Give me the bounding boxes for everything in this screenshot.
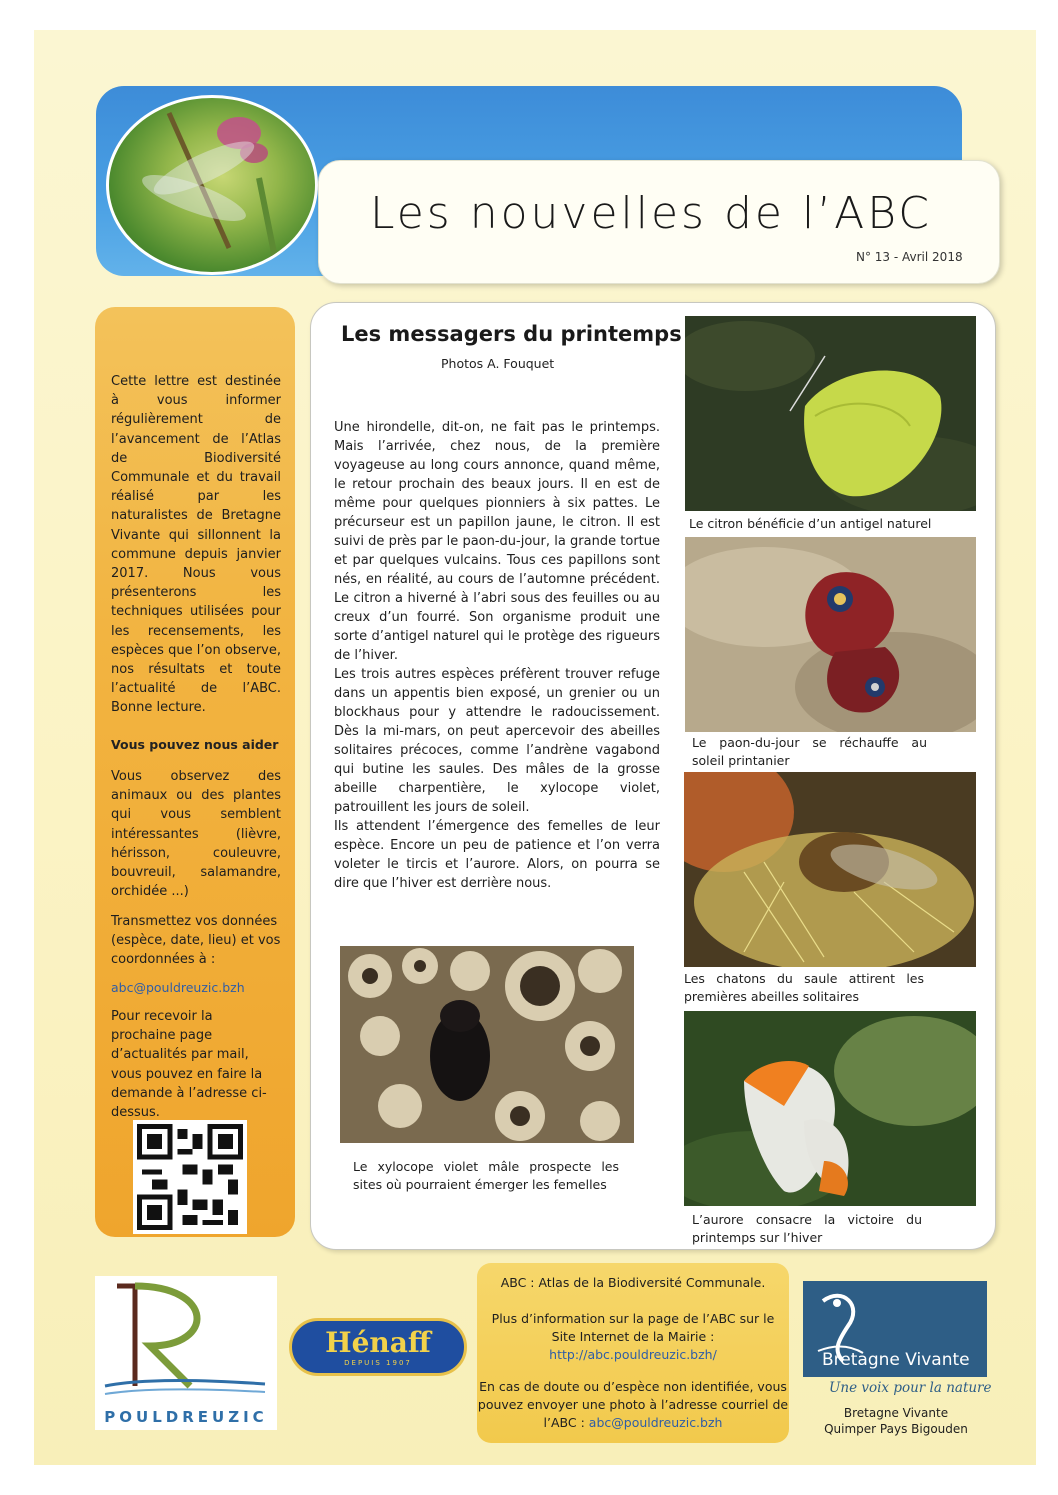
bretagne-vivante-tagline: Une voix pour la nature [829,1380,992,1396]
info-contact-line [477,1414,789,1432]
carpenter-bee-photo [340,946,634,1143]
paon-caption: Le paon-du-jour se réchauffe au soleil printanier [692,735,927,768]
sidebar-email-link[interactable]: abc@pouldreuzic.bzh [111,980,245,995]
info-line: En cas de doute ou d’espèce non identifiée, vous [479,1379,787,1394]
article-paragraph: Une hirondelle, dit-on, ne fait pas le printemps. Mais l’arrivée, chez nous, de la première voyageuse au long cours annonce, quand même, le retour prochain des beaux jours. Il en est de même pour quelques pionniers à six pattes. Le précurseur est un papillon jaune, le citron. Il est suivi de près par le paon-du-jour, la grande tortue et par quelques vulcains. Tous ces papillons sont nés, en réalité, au cours de l’automne précédent. Le citron a hiverné à l’abri sous des feuilles ou au creux d’un fourré. Son organisme produit une sorte d’antigel naturel qui le protège des rigueurs de l’hiver. [334,420,660,663]
sidebar-intro: Cette lettre est destinée à vous informer régulièrement de l’avancement de l’Atlas de Biodiversité Communale et du travail réalisé par les naturalistes de Bretagne Vivante qui sillonnent la commune depuis janvier 2017. Nous vous présenterons les techniques utilisées pour les recensements, les espèces que l’on observe, nos résultats et toute l’actualité de l’ABC. Bonne lecture. [111,374,281,716]
dragonfly-photo [106,95,318,275]
article-body [334,418,660,893]
article-title: Les messagers du printemps [341,322,682,346]
xylocope-caption: Le xylocope violet mâle prospecte les sites où pourraient émerger les femelles [353,1159,619,1192]
peacock-butterfly-photo [685,537,976,732]
chatons-caption: Les chatons du saule attirent les premières abeilles solitaires [684,971,924,1004]
citron-butterfly-photo [685,316,976,511]
sidebar-receive-text: Pour recevoir la prochaine page d’actualités par mail, vous pouvez en faire la demande à l’adresse ci-dessus. [111,1009,267,1121]
info-line: Plus d’information sur la page de l’ABC sur le [491,1311,775,1326]
henaff-logo [289,1318,467,1376]
aurora-butterfly-photo [684,1011,976,1206]
issue-number: N° 13 - Avril 2018 [856,250,963,264]
photo-credit: Photos A. Fouquet [441,356,555,371]
sidebar-transmit-text: Transmettez vos données (espèce, date, lieu) et vos coordonnées à : [111,914,281,968]
article-paragraph: Ils attendent l’émergence des femelles de leur espèce. Encore un peu de patience et l’on verra voleter le tircis et l’aurore. Alors, on pourra se dire que l’hiver est derrière nous. [334,819,660,891]
info-line-prefix: l’ABC : [543,1415,589,1430]
pouldreuzic-logo [95,1276,277,1430]
aurore-caption: L’aurore consacre la victoire du printemps sur l’hiver [692,1212,922,1245]
bee-willow-photo [684,772,976,967]
newsletter-title: Les nouvelles de l’ABC [370,188,933,239]
qr-code[interactable] [133,1120,247,1234]
henaff-wordmark: Hénaff [325,1326,431,1359]
info-line: Site Internet de la Mairie : [551,1329,715,1344]
info-url-link[interactable]: http://abc.pouldreuzic.bzh/ [549,1347,717,1362]
info-email-link[interactable]: abc@pouldreuzic.bzh [588,1415,723,1430]
sidebar-help-heading: Vous pouvez nous aider [111,737,279,752]
sidebar-help-text: Vous observez des animaux ou des plantes qui vous semblent intéressantes (lièvre, hérisson, couleuvre, bouvreuil, salamandre, orchidée ...) [111,769,281,900]
citron-caption: Le citron bénéficie d’un antigel naturel [689,516,932,531]
info-abc-definition: ABC : Atlas de la Biodiversité Communale. [500,1275,766,1290]
pouldreuzic-wordmark: POULDREUZIC [104,1408,268,1426]
henaff-since: DEPUIS 1907 [344,1359,412,1367]
bv-org-line: Bretagne Vivante [843,1406,949,1420]
bv-org-line: Quimper Pays Bigouden [824,1422,968,1436]
article-paragraph: Les trois autres espèces préfèrent trouver refuge dans un appentis bien exposé, un grenier ou un blockhaus pour y attendre le radoucissement. Dès la mi-mars, on peut apercevoir des abeilles solitaires précoces, comme l’andrène vagabond qui butine les saules. Des mâles de la grosse abeille charpentière, le xylocope violet, patrouillent les jours de soleil. [334,667,660,815]
info-line: pouvez envoyer une photo à l’adresse courriel de [477,1397,789,1412]
bretagne-vivante-wordmark: Bretagne Vivante [822,1350,970,1370]
